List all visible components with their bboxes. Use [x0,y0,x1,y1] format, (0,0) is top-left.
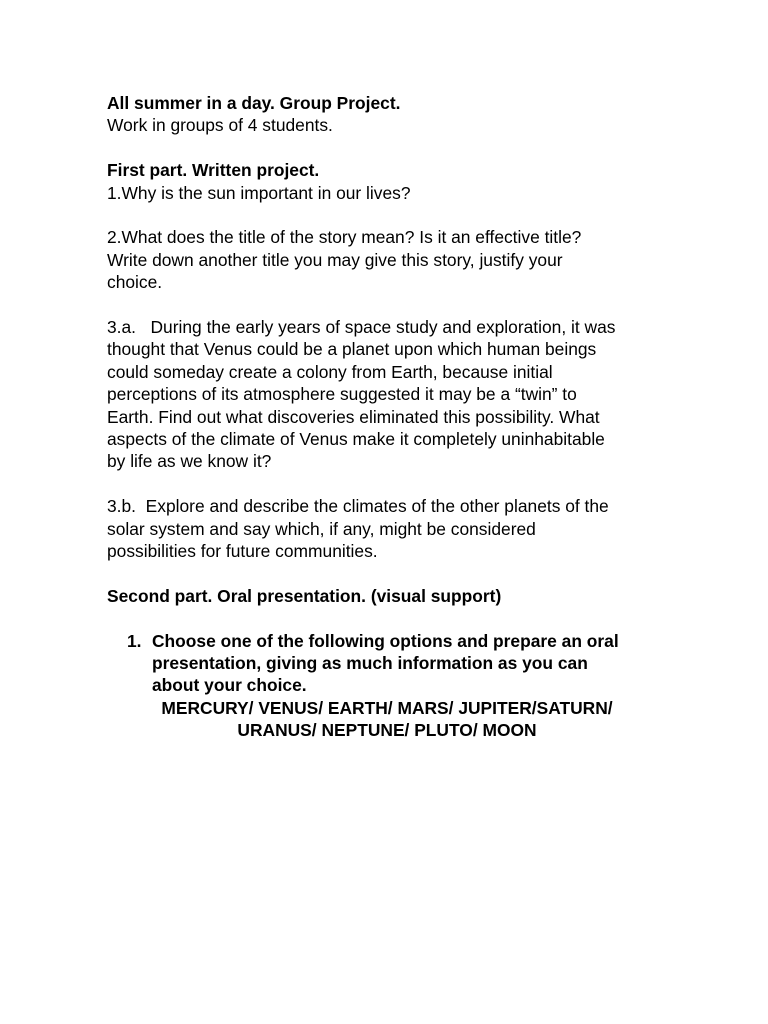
question-3a [107,316,667,473]
item-number: 1. [127,630,142,651]
document-title: All summer in a day. Group Project. [107,93,401,113]
spacer [107,137,667,159]
question-2-line: Write down another title you may give this story, justify your [107,249,563,270]
second-part-heading: Second part. Oral presentation. (visual support) [107,585,502,606]
question-3a-line: by life as we know it? [107,451,272,472]
question-3a-line: perceptions of its atmosphere suggested it may be a “twin” to [107,384,577,405]
question-1: 1.Why is the sun important in our lives? [107,182,411,203]
first-part-heading: First part. Written project. [107,160,320,181]
planet-options-line: URANUS/ NEPTUNE/ PLUTO/ MOON [237,720,537,741]
planet-options-line: MERCURY/ VENUS/ EARTH/ MARS/ JUPITER/SATURN/ [161,697,613,718]
question-3b-line: solar system and say which, if any, might be considered [107,518,536,539]
oral-item-line: Choose one of the following options and prepare an oral [152,630,619,651]
spacer [107,294,667,316]
question-3a-line: Earth. Find out what discoveries eliminated this possibility. What [107,406,600,427]
question-2 [107,226,667,293]
planet-options [107,697,667,742]
intro-text: Work in groups of 4 students. [107,115,333,136]
spacer [107,204,667,226]
question-2-line: 2.What does the title of the story mean? Is it an effective title? [107,227,582,248]
question-3b-line: possibilities for future communities. [107,541,378,562]
document-page [107,92,667,742]
spacer [107,473,667,495]
oral-item-line: presentation, giving as much information as you can [152,653,588,674]
question-3b [107,495,667,562]
question-2-line: choice. [107,272,163,293]
spacer [107,562,667,584]
question-3a-line: thought that Venus could be a planet upon which human beings [107,339,597,360]
question-3a-line: could someday create a colony from Earth, because initial [107,361,553,382]
question-3a-line: 3.a. During the early years of space study and exploration, it was [107,317,616,338]
question-3a-line: aspects of the climate of Venus make it completely uninhabitable [107,429,605,450]
oral-item-line: about your choice. [152,675,307,696]
spacer [107,607,667,629]
question-3b-line: 3.b. Explore and describe the climates of the other planets of the [107,496,609,517]
oral-item-1 [107,630,667,697]
